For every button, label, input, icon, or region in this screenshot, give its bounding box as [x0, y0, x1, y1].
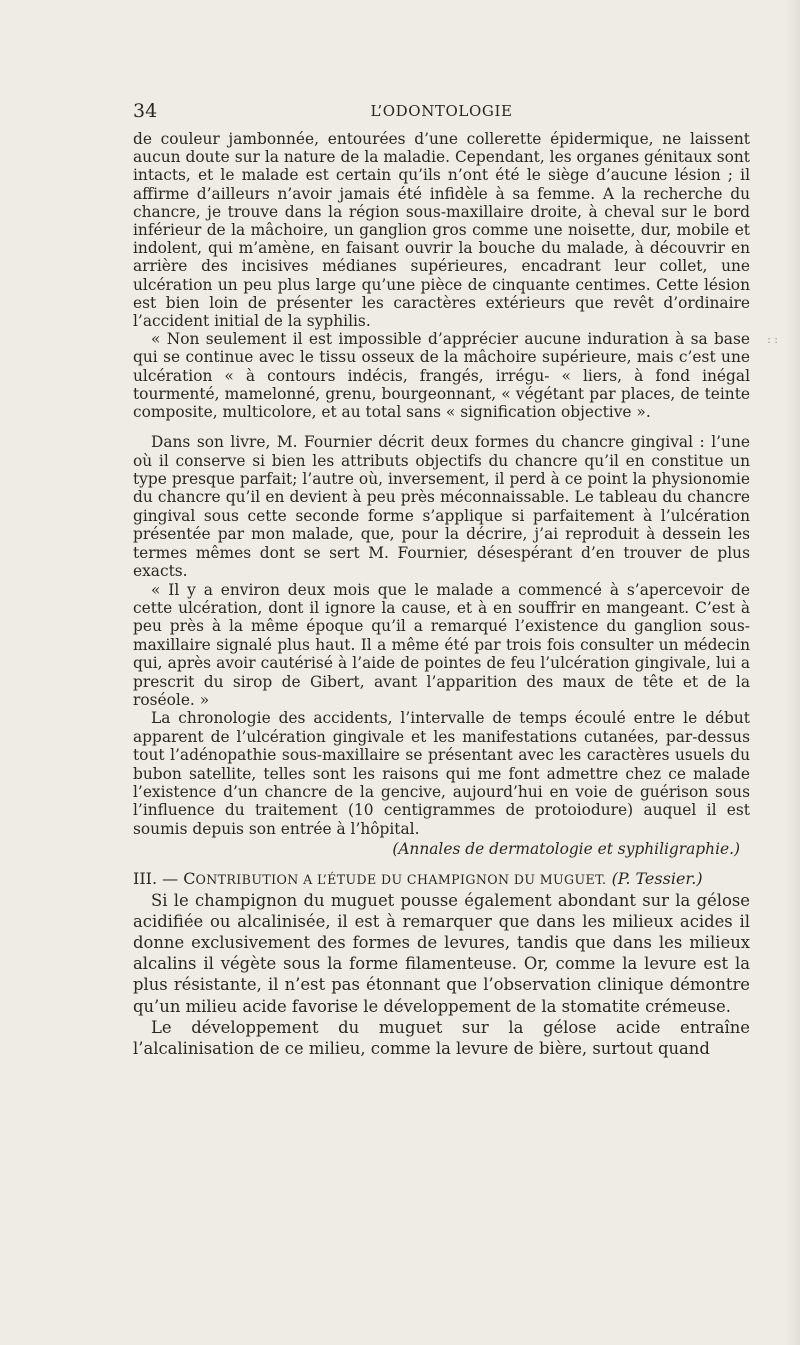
- running-title: L’ODONTOLOGIE: [370, 102, 513, 120]
- section-number: III. —: [133, 868, 179, 888]
- paragraph-3: Dans son livre, M. Fournier décrit deux formes du chancre gingival : l’une où il conserve si bien les attributs objectifs du chancre qu’il en constitue un type presque parfait; l’autre où, inversement, il perd à ce point la physionomie du chancre qu’il en devient à peu près méconnaissable. Le tableau du chancre gingival sous cette seconde forme s’applique si parfaitement à l’ulcération présentée par mon malade, que, pour la décrire, j’ai reproduit à dessein les termes mêmes dont se sert M. Fournier, désespérant d’en trouver de plus exacts.: [133, 433, 750, 581]
- page-number: 34: [133, 100, 158, 122]
- body-text: [133, 130, 750, 1059]
- page-header: [133, 100, 750, 124]
- section-paragraph-2: Le développement du muguet sur la gélose acide entraîne l’alcalinisation de ce milieu, comme la levure de bière, surtout quand: [133, 1017, 750, 1059]
- margin-marks: : :: [767, 333, 778, 346]
- paragraph-4: « Il y a environ deux mois que le malade a commencé à s’apercevoir de cette ulcération, dont il ignore la cause, et à en souffrir en mangeant. C’est à peu près à la même époque qu’il a remarqué l’existence du ganglion sous-maxillaire signalé plus haut. Il a même été par trois fois consulter un médecin qui, après avoir cautérisé à l’aide de pointes de feu l’ulcération gingivale, lui a prescrit du sirop de Gibert, avant l’apparition des maux de tête et de la roséole. »: [133, 580, 750, 709]
- section-paragraph-1: Si le champignon du muguet pousse également abondant sur la gélose acidifiée ou alcalinisée, il est à remarquer que dans les milieux acides il donne exclusivement des formes de levures, tandis que dans les milieux alcalins il végète sous la forme filamenteuse. Or, comme la levure est la plus résistante, il n’est pas étonnant que l’observation clinique démontre qu’un milieu acide favorise le développement de la stomatite crémeuse.: [133, 890, 750, 1016]
- section-title: ONTRIBUTION A L’ÉTUDE DU CHAMPIGNON DU MUGUET.: [195, 871, 607, 887]
- citation: (Annales de dermatologie et syphiligraphie.): [392, 840, 740, 859]
- paragraph-2: « Non seulement il est impossible d’apprécier aucune induration à sa base qui se continue avec le tissu osseux de la mâchoire supérieure, mais c’est une ulcération « à contours indécis, frangés, irrégu- « liers, à fond inégal tourmenté, mamelonné, grenu, bourgeonnant, « végétant par places, de teinte composite, multicolore, et au total sans « signification objective ».: [133, 330, 750, 422]
- section-author: (P. Tessier.): [611, 868, 703, 888]
- section-heading: [133, 869, 750, 890]
- section-title-initial: C: [183, 868, 196, 888]
- paragraph-1: de couleur jambonnée, entourées d’une collerette épidermique, ne laissent aucun doute sur la nature de la maladie. Cependant, les organes génitaux sont intacts, et le malade est certain qu’ils n’ont été le siège d’aucune lésion ; il affirme d’ailleurs n’avoir jamais été infidèle à sa femme. A la recherche du chancre, je trouve dans la région sous-maxillaire droite, à cheval sur le bord inférieur de la mâchoire, un ganglion gros comme une noisette, dur, mobile et indolent, qui m’amène, en faisant ouvrir la bouche du malade, à découvrir en arrière des incisives médianes supérieures, encadrant leur collet, une ulcération un peu plus large qu’une pièce de cinquante centimes. Cette lésion est bien loin de présenter les caractères extérieurs que revêt d’ordinaire l’accident initial de la syphilis.: [133, 130, 750, 331]
- paragraph-5: La chronologie des accidents, l’intervalle de temps écoulé entre le début apparent de l’ulcération gingivale et les manifestations cutanées, par-dessus tout l’adénopathie sous-maxillaire se présentant avec les caractères usuels du bubon satellite, telles sont les raisons qui me font admettre chez ce malade l’existence d’un chancre de la gencive, aujourd’hui en voie de guérison sous l’influence du traitement (10 centigrammes de protoiodure) auquel il est soumis depuis son entrée à l’hôpital.: [133, 709, 750, 838]
- page-edge-shadow: [786, 0, 800, 1345]
